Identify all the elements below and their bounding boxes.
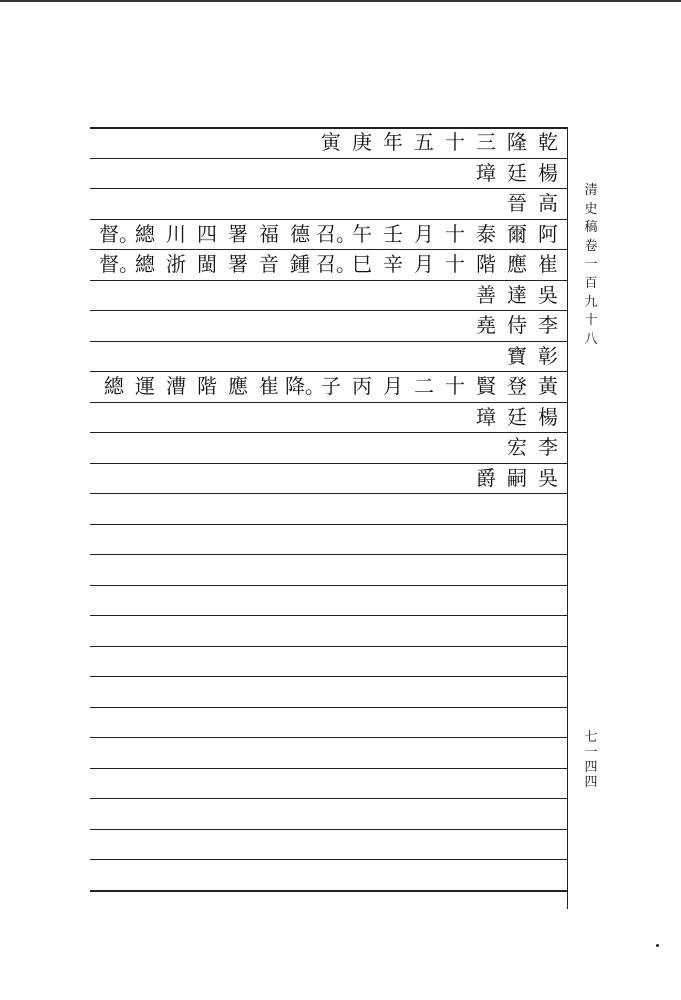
table-cell-char: 丙 <box>352 374 372 398</box>
table-cell-char: 高 <box>538 191 558 215</box>
side-title: 清史稿卷一百九十八 <box>584 183 598 347</box>
table-cell-char: 爾 <box>507 222 527 246</box>
row-rule-line <box>90 798 568 799</box>
row-rule-line <box>90 676 568 677</box>
table-cell-char: 德 <box>290 222 310 246</box>
table-cell-char: 月 <box>414 222 434 246</box>
table-row <box>90 432 568 462</box>
table-cell-char: 李 <box>538 435 558 459</box>
table-cell-char: 浙 <box>166 252 186 276</box>
table-cell-char: 隆 <box>507 130 527 154</box>
table-cell-char: 子 <box>321 374 341 398</box>
table-cell-char: 二 <box>414 374 434 398</box>
row-rule-line <box>90 524 568 525</box>
table-cell-char: 賢 <box>476 374 496 398</box>
table-cell-char: 月 <box>383 374 403 398</box>
table-cell-char: 應 <box>228 374 248 398</box>
table-cell-char: 阿 <box>538 222 558 246</box>
table-cell-char: 楊 <box>538 161 558 185</box>
table-cell-char: 璋 <box>476 161 496 185</box>
table-cell-char: 降。 <box>285 374 325 398</box>
table-cell-char: 侍 <box>507 313 527 337</box>
row-rule-line <box>90 768 568 769</box>
table-cell-char: 運 <box>135 374 155 398</box>
table-cell-char: 楊 <box>538 405 558 429</box>
table-cell-char: 福 <box>259 222 279 246</box>
table-cell-char: 巳 <box>352 252 372 276</box>
table-cell-char: 應 <box>507 252 527 276</box>
row-rule-line <box>90 707 568 708</box>
table-cell-char: 庚 <box>352 130 372 154</box>
table-cell-char: 璋 <box>476 405 496 429</box>
table-cell-char: 十 <box>445 222 465 246</box>
table-cell-char: 寅 <box>321 130 341 154</box>
table-cell-char: 崔 <box>538 252 558 276</box>
table-cell-char: 五 <box>414 130 434 154</box>
table-cell-char: 宏 <box>507 435 527 459</box>
table-cell-char: 午 <box>352 222 372 246</box>
table-cell-char: 乾 <box>538 130 558 154</box>
table-cell-char: 晉 <box>507 191 527 215</box>
table-cell-char: 十 <box>445 374 465 398</box>
table-cell-char: 總 <box>135 252 155 276</box>
table-cell-char: 四 <box>197 222 217 246</box>
row-rule-line <box>90 890 568 892</box>
table-row <box>90 341 568 371</box>
table-cell-char: 十 <box>445 130 465 154</box>
table-row <box>90 402 568 432</box>
table-row <box>90 127 568 157</box>
table-cell-char: 崔 <box>259 374 279 398</box>
table-row <box>90 219 568 249</box>
table-cell-char: 川 <box>166 222 186 246</box>
table-row <box>90 371 568 401</box>
table-cell-char: 召。 <box>316 222 356 246</box>
table-cell-char: 黃 <box>538 374 558 398</box>
table-cell-char: 彰 <box>538 344 558 368</box>
table-cell-char: 辛 <box>383 252 403 276</box>
table-row <box>90 158 568 188</box>
table-cell-char: 年 <box>383 130 403 154</box>
row-rule-line <box>90 646 568 647</box>
table-cell-char: 總 <box>104 374 124 398</box>
table-cell-char: 署 <box>228 252 248 276</box>
row-rule-line <box>90 493 568 494</box>
row-rule-line <box>90 859 568 860</box>
table-cell-char: 月 <box>414 252 434 276</box>
table-cell-char: 階 <box>197 374 217 398</box>
table-cell-char: 寶 <box>507 344 527 368</box>
table-cell-char: 召。 <box>316 252 356 276</box>
table-row <box>90 249 568 279</box>
table-cell-char: 達 <box>507 283 527 307</box>
table-cell-char: 十 <box>445 252 465 276</box>
table-cell-char: 嗣 <box>507 466 527 490</box>
table-cell-char: 泰 <box>476 222 496 246</box>
table-cell-char: 廷 <box>507 161 527 185</box>
table-row <box>90 463 568 493</box>
row-rule-line <box>90 554 568 555</box>
row-rule-line <box>90 585 568 586</box>
table-cell-char: 署 <box>228 222 248 246</box>
table-row <box>90 310 568 340</box>
table-cell-char: 漕 <box>166 374 186 398</box>
row-rule-line <box>90 615 568 616</box>
table-cell-char: 壬 <box>383 222 403 246</box>
table-row <box>90 188 568 218</box>
table-cell-char: 廷 <box>507 405 527 429</box>
table-cell-char: 吳 <box>538 283 558 307</box>
table-cell-char: 吳 <box>538 466 558 490</box>
table-cell-char: 堯 <box>476 313 496 337</box>
table-cell-char: 李 <box>538 313 558 337</box>
row-rule-line <box>90 829 568 830</box>
table-cell-char: 總 <box>135 222 155 246</box>
row-rule-line <box>90 737 568 738</box>
official-tenure-table <box>90 127 568 909</box>
table-cell-char: 登 <box>507 374 527 398</box>
table-cell-char: 鍾 <box>290 252 310 276</box>
scan-edge-line <box>0 0 681 2</box>
table-cell-char: 督。 <box>99 252 139 276</box>
table-cell-char: 音 <box>259 252 279 276</box>
table-cell-char: 階 <box>476 252 496 276</box>
speck <box>656 944 659 947</box>
table-cell-char: 閩 <box>197 252 217 276</box>
table-cell-char: 善 <box>476 283 496 307</box>
table-row <box>90 280 568 310</box>
table-cell-char: 三 <box>476 130 496 154</box>
table-cell-char: 督。 <box>99 222 139 246</box>
page-number: 七一四四 <box>584 730 598 790</box>
table-cell-char: 爵 <box>476 466 496 490</box>
